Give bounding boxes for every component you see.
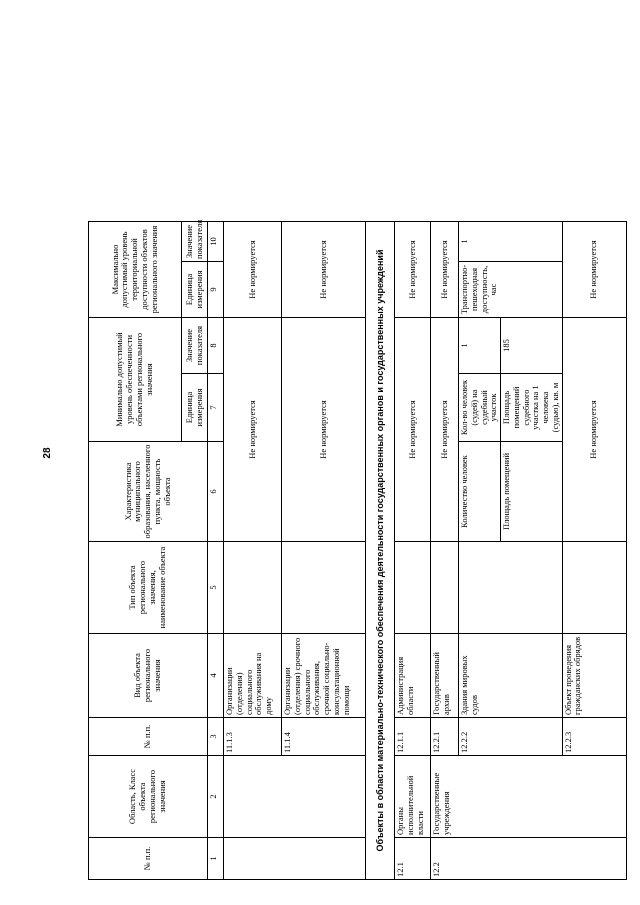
- char-area: Площадь помещений: [501, 442, 563, 542]
- not-normed-min: Не нормируется: [224, 318, 282, 542]
- row-area: Органы исполнительной власти: [395, 756, 431, 838]
- header-kind: Вид объекта регионального значения: [89, 634, 208, 718]
- header-min-value: Значение показателя: [182, 318, 208, 374]
- row-number: 11.1.3: [224, 718, 282, 756]
- row-no: 12.2: [431, 838, 627, 880]
- header-no: № п.п.: [89, 838, 208, 880]
- header-max-level: Максимально допустимый уровень территориальной доступности объектов регионального значения: [89, 221, 182, 317]
- row-area: Государственные учреждения: [431, 756, 627, 838]
- column-number: 4: [208, 634, 224, 718]
- column-number: 5: [208, 542, 224, 634]
- regional-objects-table: [88, 15, 627, 880]
- column-number: 9: [208, 262, 224, 318]
- row-kind: Государственный архив: [431, 634, 459, 718]
- cell-empty: [431, 542, 459, 634]
- header-type: Тип объекта регионального значения, наименование объекта: [89, 542, 208, 634]
- row-number: 12.1.1: [395, 718, 431, 756]
- column-number: 7: [208, 374, 224, 442]
- row-kind: Организации (отделения) срочного социального обслуживания, срочной социально-консультационной помощи: [282, 634, 366, 718]
- not-normed-min: Не нормируется: [562, 318, 626, 542]
- value-people: 1: [459, 318, 501, 374]
- unit-people: Кол-во человек (судей) на судебный участок: [459, 374, 501, 442]
- cell-empty: [224, 838, 366, 880]
- column-number: 6: [208, 442, 224, 542]
- rotated-table-wrapper: [88, 16, 599, 880]
- header-num: № п.п.: [89, 718, 208, 756]
- row-kind: Организации (отделения) социального обслуживания на дому: [224, 634, 282, 718]
- char-people: Количество человек: [459, 442, 501, 542]
- cell-empty: [395, 542, 431, 634]
- cell-empty: [224, 756, 366, 838]
- empty-margin: [89, 15, 501, 221]
- header-min-level: Минимально допустимый уровень обеспеченности объектами регионального значения: [89, 318, 182, 442]
- cell-empty: [224, 542, 282, 634]
- unit-area: Площадь помещений судебного участка на 1 человека (судью), кв. м: [501, 374, 563, 442]
- row-number: 12.2.2: [459, 718, 563, 756]
- row-number: 12.2.3: [562, 718, 626, 756]
- access-unit: Транспортно-пешеходная доступность, час: [459, 262, 563, 318]
- column-number: 1: [208, 838, 224, 880]
- cell-empty: [282, 542, 366, 634]
- header-area: Область, Класс объекта регионального значения: [89, 756, 208, 838]
- row-number: 11.1.4: [282, 718, 366, 756]
- column-number: 8: [208, 318, 224, 374]
- column-number: 2: [208, 756, 224, 838]
- row-number: 12.2.1: [431, 718, 459, 756]
- header-min-unit: Единица измерения: [182, 374, 208, 442]
- not-normed-max: Не нормируется: [562, 221, 626, 317]
- header-max-value: Значение показателя: [182, 221, 208, 261]
- cell-empty: [459, 542, 563, 634]
- not-normed-max: Не нормируется: [282, 221, 366, 317]
- row-kind: Объект проведения гражданских обрядов: [562, 634, 626, 718]
- row-kind: Здания мировых судов: [459, 634, 563, 718]
- row-kind: Администрация области: [395, 634, 431, 718]
- not-normed-max: Не нормируется: [431, 221, 459, 317]
- section-title: Объекты в области материально-технического обеспечения деятельности государственных органов и государственных учреждений: [366, 221, 395, 879]
- row-no: 12.1: [395, 838, 431, 880]
- not-normed-min: Не нормируется: [282, 318, 366, 542]
- header-max-unit: Единица измерения: [182, 262, 208, 318]
- value-area: 185: [501, 318, 563, 374]
- access-value: 1: [459, 221, 563, 261]
- not-normed-max: Не нормируется: [224, 221, 282, 317]
- column-number: 10: [208, 221, 224, 261]
- cell-empty: [562, 542, 626, 634]
- page-number: 28: [42, 447, 53, 459]
- not-normed-min: Не нормируется: [395, 318, 431, 542]
- column-number: 3: [208, 718, 224, 756]
- not-normed-max: Не нормируется: [395, 221, 431, 317]
- header-characteristic: Характеристика муниципального образования, населенного пункта, мощность объекта: [89, 442, 208, 542]
- not-normed-min: Не нормируется: [431, 318, 459, 542]
